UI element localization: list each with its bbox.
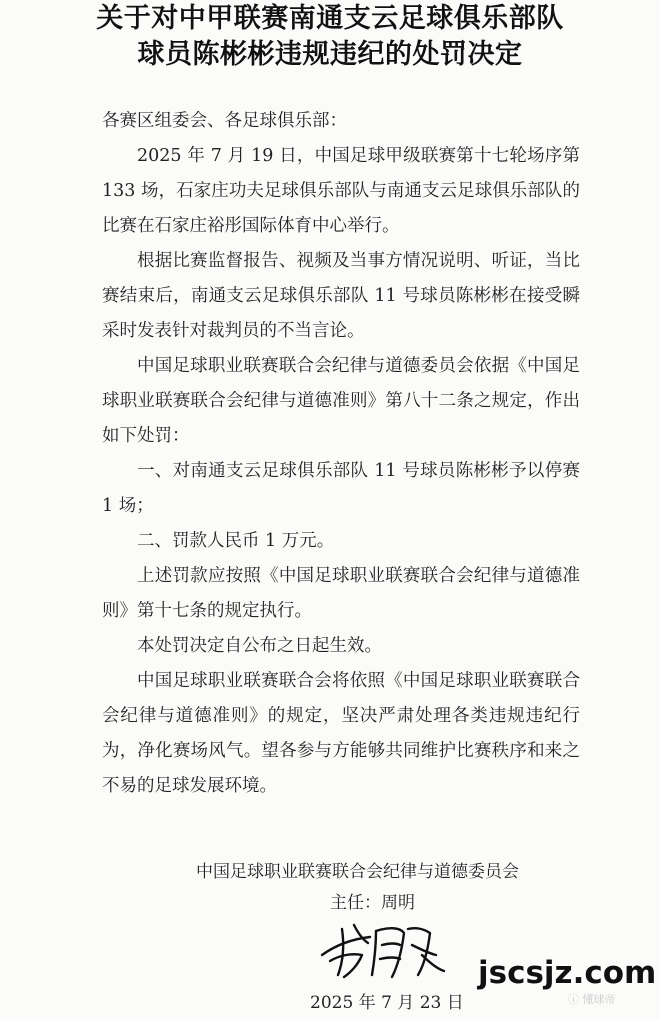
signature-date: 2025 年 7 月 23 日 — [310, 993, 464, 1013]
paragraph-effective: 本处罚决定自公布之日起生效。 — [137, 636, 382, 656]
paragraph-match-info: 2025 年 7 月 19 日，中国足球甲级联赛第十七轮场序第 133 场，石家庄功夫足球俱乐部队与南通支云足球俱乐部队的比赛在石家庄裕彤国际体育中心举行。 — [102, 146, 580, 236]
paragraph-legal-basis: 中国足球职业联赛联合会纪律与道德委员会依据《中国足球职业联赛联合会纪律与道德准则》第八十二条之规定，作出如下处罚： — [102, 356, 580, 446]
watermark — [478, 955, 657, 1007]
handwritten-signature — [318, 915, 448, 985]
watermark-text: jscsjz.com — [478, 955, 657, 991]
document-title-line2: 球员陈彬彬违规违纪的处罚决定 — [137, 39, 523, 70]
watermark-faint-text: ⓘ 懂球帝 — [568, 993, 616, 1006]
document-body — [102, 104, 580, 804]
paragraph-penalty-suspension: 一、对南通支云足球俱乐部队 11 号球员陈彬彬予以停赛 1 场； — [102, 461, 580, 516]
signature-organization: 中国足球职业联赛联合会纪律与道德委员会 — [196, 862, 519, 882]
paragraph-fine-execution: 上述罚款应按照《中国足球职业联赛联合会纪律与道德准则》第十七条的规定执行。 — [102, 566, 580, 621]
signature-director: 主任：周明 — [330, 893, 415, 913]
document-title-line1: 关于对中甲联赛南通支云足球俱乐部队 — [96, 3, 564, 34]
paragraph-penalty-fine: 二、罚款人民币 1 万元。 — [137, 531, 335, 551]
salutation: 各赛区组委会、各足球俱乐部： — [102, 111, 347, 131]
paragraph-incident: 根据比赛监督报告、视频及当事方情况说明、听证，当比赛结束后，南通支云足球俱乐部队 11 号球员陈彬彬在接受瞬采时发表针对裁判员的不当言论。 — [102, 251, 580, 341]
paragraph-closing: 中国足球职业联赛联合会将依照《中国足球职业联赛联合会纪律与道德准则》的规定，坚决严肃处理各类违规违纪行为，净化赛场风气。望各参与方能够共同维护比赛秩序和来之不易的足球发展环境。 — [102, 671, 580, 796]
